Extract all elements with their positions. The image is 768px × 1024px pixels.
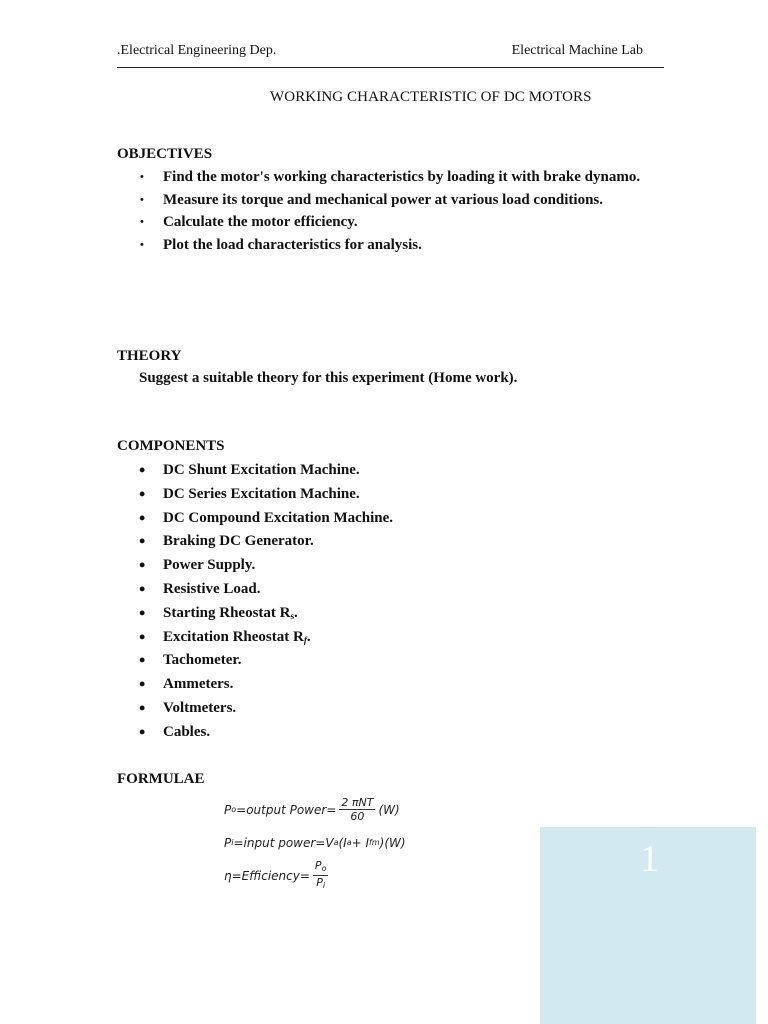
formula-symbol: P bbox=[224, 802, 232, 817]
fraction-numerator bbox=[313, 859, 329, 876]
fraction-denominator bbox=[314, 876, 327, 892]
document-title: WORKING CHARACTERISTIC OF DC MOTORS bbox=[270, 89, 592, 105]
objective-item: • Plot the load characteristics for analysis. bbox=[117, 234, 651, 257]
component-item: • DC Series Excitation Machine. bbox=[117, 483, 393, 507]
page-header bbox=[117, 43, 663, 61]
formula-text: + I bbox=[351, 835, 370, 850]
objective-item: • Measure its torque and mechanical power at various load conditions. bbox=[117, 189, 651, 212]
component-item-excitation-rheostat bbox=[117, 626, 393, 650]
formula-output-power bbox=[224, 793, 406, 826]
fraction-numerator: 2 πNT bbox=[341, 796, 374, 809]
component-item: • Ammeters. bbox=[117, 673, 393, 697]
formula-subscript: a bbox=[346, 838, 352, 847]
component-item: • Cables. bbox=[117, 721, 393, 745]
header-lab-name: Electrical Machine Lab bbox=[511, 43, 643, 58]
objective-item: • Find the motor's working characteristics by loading it with brake dynamo. bbox=[117, 166, 651, 189]
theory-text: Suggest a suitable theory for this experiment (Home work). bbox=[139, 370, 518, 386]
component-item: • DC Shunt Excitation Machine. bbox=[117, 459, 393, 483]
component-item: • Tachometer. bbox=[117, 649, 393, 673]
component-subscript: f bbox=[303, 634, 307, 645]
formula-subscript: o bbox=[321, 864, 327, 873]
component-item: • Resistive Load. bbox=[117, 578, 393, 602]
component-item: • Voltmeters. bbox=[117, 697, 393, 721]
formula-text: =output Power= bbox=[236, 802, 337, 817]
formula-unit: (W) bbox=[378, 802, 400, 817]
component-item: • DC Compound Excitation Machine. bbox=[117, 507, 393, 531]
component-text: Excitation Rheostat R bbox=[163, 628, 304, 645]
objective-item: • Calculate the motor efficiency. bbox=[117, 211, 651, 234]
page-number-box bbox=[540, 827, 756, 1024]
fraction-denominator: 60 bbox=[350, 810, 365, 823]
component-item: • Braking DC Generator. bbox=[117, 530, 393, 554]
formula-subscript: fm bbox=[369, 838, 380, 847]
page-number: 1 bbox=[640, 838, 659, 880]
component-text: Starting Rheostat R bbox=[163, 604, 291, 621]
formula-subscript: a bbox=[333, 838, 339, 847]
formula-symbol: P bbox=[316, 876, 323, 889]
formula-text: η=Efficiency= bbox=[224, 868, 310, 883]
formula-text: (I bbox=[338, 835, 347, 850]
formula-efficiency bbox=[224, 859, 406, 892]
components-heading: COMPONENTS bbox=[117, 438, 225, 454]
formula-subscript: i bbox=[322, 881, 326, 890]
component-item: • Power Supply. bbox=[117, 554, 393, 578]
components-list bbox=[117, 459, 393, 745]
component-end: . bbox=[294, 604, 298, 621]
formula-text: =input power=V bbox=[233, 835, 334, 850]
formula-fraction bbox=[339, 796, 375, 823]
formulae-block bbox=[224, 793, 406, 892]
formula-subscript: o bbox=[231, 805, 237, 814]
component-item-starting-rheostat bbox=[117, 602, 393, 626]
formula-fraction bbox=[313, 859, 329, 892]
formula-unit: )(W) bbox=[379, 835, 406, 850]
formula-symbol: P bbox=[224, 835, 232, 850]
theory-heading: THEORY bbox=[117, 348, 182, 364]
component-end: . bbox=[306, 628, 311, 645]
objectives-heading: OBJECTIVES bbox=[117, 146, 213, 162]
formula-subscript: i bbox=[231, 838, 234, 847]
component-subscript: s bbox=[290, 610, 295, 621]
objectives-list bbox=[117, 166, 651, 256]
header-department: .Electrical Engineering Dep. bbox=[117, 43, 277, 58]
formula-input-power bbox=[224, 826, 406, 859]
header-divider bbox=[117, 67, 664, 68]
formula-symbol: P bbox=[314, 859, 322, 872]
formulae-heading: FORMULAE bbox=[117, 771, 205, 787]
